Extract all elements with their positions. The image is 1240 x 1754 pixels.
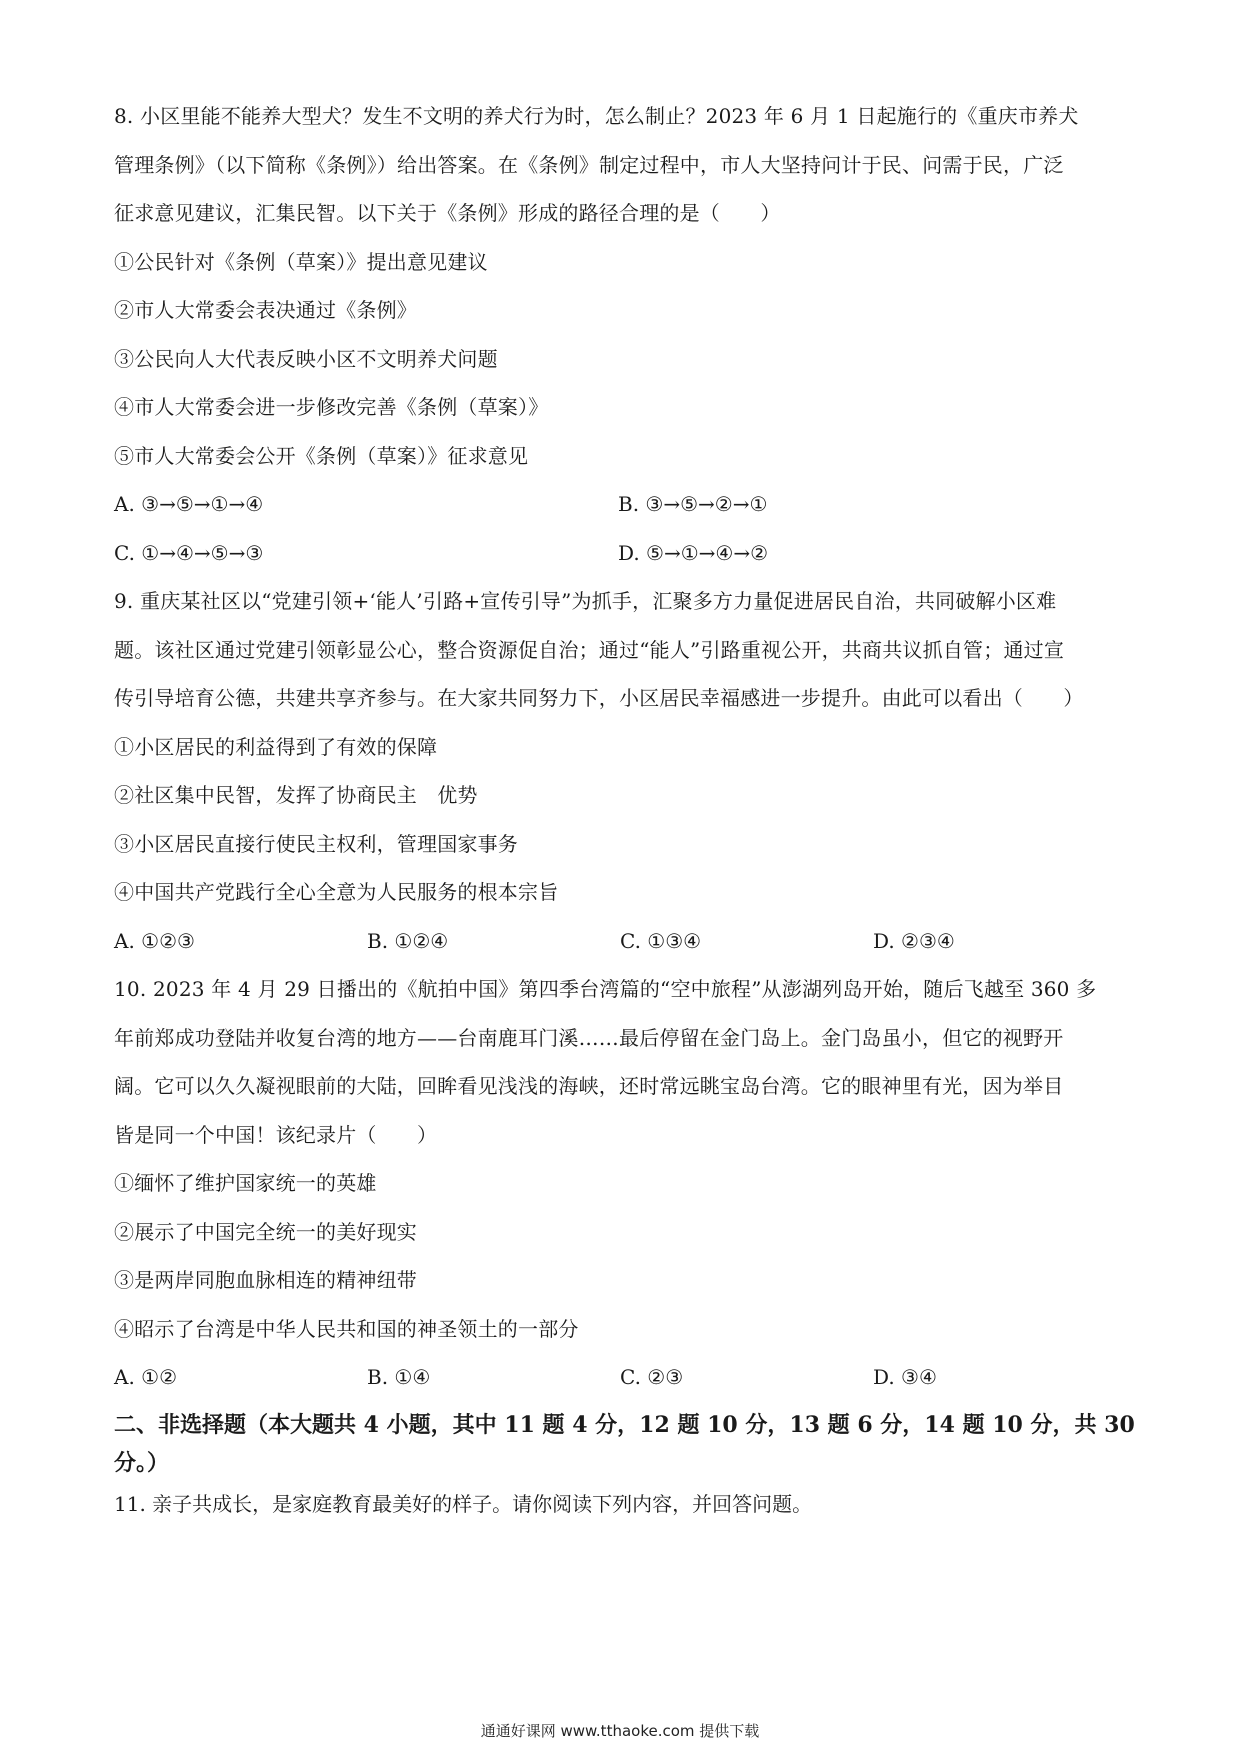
question-10-options-row [114,1353,1134,1402]
question-10-stem-line: 皆是同一个中国！该纪录片（ ） [114,1122,438,1147]
page-footer: 通通好课网 www.tthaoke.com 提供下载 [480,1722,760,1740]
question-9 [114,577,1134,965]
question-10-stem-line: 10. 2023 年 4 月 29 日播出的《航拍中国》第四季台湾篇的“空中旅程”从澎湖列岛开始，随后飞越至 360 多 [114,977,1097,1001]
question-10-option-b: B. ①④ [367,1365,431,1389]
question-10-option-a: A. ①② [114,1365,178,1389]
question-9-option-d: D. ②③④ [873,928,955,953]
section-heading-line: 分。） [114,1449,170,1476]
question-8-stem-line: 征求意见建议，汇集民智。以下关于《条例》形成的路径合理的是（ ） [114,201,781,225]
question-11-stem: 11. 亲子共成长，是家庭教育最美好的样子。请你阅读下列内容，并回答问题。 [114,1491,813,1516]
question-10-stem-line: 阔。它可以久久凝视眼前的大陆，回眸看见浅浅的海峡，还时常远眺宝岛台湾。它的眼神里有光，因为举目 [114,1074,1064,1098]
question-8-stem-line: 8. 小区里能不能养大型犬？发生不文明的养犬行为时，怎么制止？2023 年 6 月 1 日起施行的《重庆市养犬 [114,104,1079,128]
question-8-option-c: C. ①→④→⑤→③ [114,540,264,565]
question-8-stem-line: 管理条例》（以下简称《条例》）给出答案。在《条例》制定过程中，市人大坚持问计于民、问需于民，广泛 [114,152,1064,177]
question-9-option-a: A. ①②③ [114,928,195,953]
question-10 [114,965,1134,1402]
exam-page [114,92,1134,1526]
section-heading-line: 二、非选择题（本大题共 4 小题，其中 11 题 4 分，12 题 10 分，13 题 6 分，14 题 10 分，共 30 [114,1411,1135,1438]
question-10-item: ③是两岸同胞血脉相连的精神纽带 [114,1268,417,1292]
question-9-option-b: B. ①②④ [367,928,449,953]
question-8-item: ⑤市人大常委会公开《条例（草案）》征求意见 [114,443,529,468]
question-8-option-d: D. ⑤→①→④→② [618,540,769,565]
question-8-options-row [114,480,1134,529]
question-9-item: ②社区集中民智，发挥了协商民主 优势 [114,783,478,807]
question-8-item: ④市人大常委会进一步修改完善《条例（草案）》 [114,395,549,419]
question-10-stem-line: 年前郑成功登陆并收复台湾的地方——台南鹿耳门溪……最后停留在金门岛上。金门岛虽小，但它的视野开 [114,1025,1064,1050]
question-9-item: ③小区居民直接行使民主权利，管理国家事务 [114,831,518,856]
question-10-option-c: C. ②③ [620,1365,684,1389]
question-10-item: ①缅怀了维护国家统一的英雄 [114,1171,377,1195]
question-9-item: ④中国共产党践行全心全意为人民服务的根本宗旨 [114,880,559,904]
question-10-option-d: D. ③④ [873,1365,937,1389]
question-9-stem-line: 传引导培育公德，共建共享齐参与。在大家共同努力下，小区居民幸福感进一步提升。由此可以看出（ ） [114,686,1084,710]
question-9-stem-line: 9. 重庆某社区以“党建引领+‘能人’引路+宣传引导”为抓手，汇聚多方力量促进居民自治，共同破解小区难 [114,589,1057,613]
section-heading-nonchoice [114,1406,1134,1482]
question-8-option-b: B. ③→⑤→②→① [618,492,768,516]
question-8-options-row [114,529,1134,578]
question-8-item: ③公民向人大代表反映小区不文明养犬问题 [114,346,498,371]
question-8-option-a: A. ③→⑤→①→④ [114,492,264,516]
question-9-item: ①小区居民的利益得到了有效的保障 [114,734,438,759]
question-9-options-row [114,917,1134,966]
question-10-item: ④昭示了台湾是中华人民共和国的神圣领土的一部分 [114,1316,579,1341]
question-8-item: ①公民针对《条例（草案）》提出意见建议 [114,249,488,274]
question-9-stem-line: 题。该社区通过党建引领彰显公心，整合资源促自治；通过“能人”引路重视公开，共商共议抓自管；通过宣 [114,637,1065,662]
question-10-item: ②展示了中国完全统一的美好现实 [114,1219,417,1244]
question-8 [114,92,1134,577]
question-9-option-c: C. ①③④ [620,928,702,953]
question-8-item: ②市人大常委会表决通过《条例》 [114,298,417,322]
